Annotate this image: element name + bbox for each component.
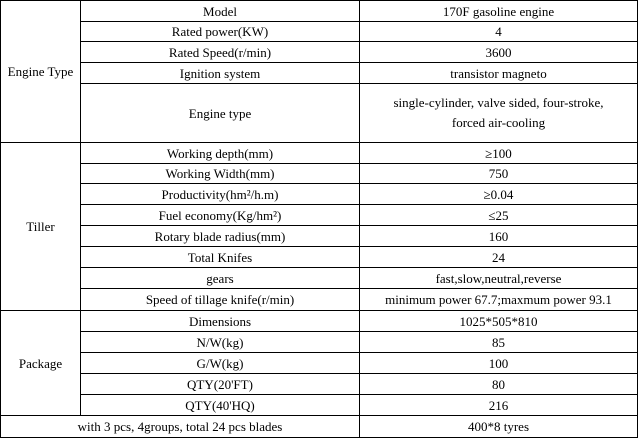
row-value-net-weight: 85 xyxy=(360,332,638,353)
row-value-total-knifes: 24 xyxy=(360,247,638,268)
row-label-knife-speed: Speed of tillage knife(r/min) xyxy=(81,289,360,311)
row-label-net-weight: N/W(kg) xyxy=(81,332,360,353)
row-value-rated-power: 4 xyxy=(360,22,638,42)
row-label-total-knifes: Total Knifes xyxy=(81,247,360,268)
table-row xyxy=(1,84,638,143)
row-value-dimensions: 1025*505*810 xyxy=(360,311,638,332)
row-label-gross-weight: G/W(kg) xyxy=(81,353,360,374)
engine-type-group-label: Engine Type xyxy=(1,1,81,143)
table-row xyxy=(1,289,638,311)
table-row xyxy=(1,22,638,42)
tiller-group-label: Tiller xyxy=(1,143,81,311)
row-value-productivity: ≥0.04 xyxy=(360,184,638,205)
row-label-qty-40hq: QTY(40'HQ) xyxy=(81,395,360,416)
row-label-qty-20ft: QTY(20'FT) xyxy=(81,374,360,395)
row-value-model: 170F gasoline engine xyxy=(360,1,638,22)
row-value-qty-40hq: 216 xyxy=(360,395,638,416)
table-row xyxy=(1,184,638,205)
table-row xyxy=(1,353,638,374)
row-value-fuel-economy: ≤25 xyxy=(360,205,638,226)
footer-value: 400*8 tyres xyxy=(360,416,638,438)
table-row xyxy=(1,416,638,438)
package-group-label: Package xyxy=(1,311,81,416)
row-value-rated-speed: 3600 xyxy=(360,42,638,63)
table-row xyxy=(1,1,638,22)
table-row xyxy=(1,395,638,416)
table-row xyxy=(1,164,638,184)
table-row xyxy=(1,42,638,63)
row-value-engine-type xyxy=(360,84,638,143)
engine-type-line-2: forced air-cooling xyxy=(451,115,546,130)
table-row xyxy=(1,143,638,164)
table-row xyxy=(1,63,638,84)
table-row xyxy=(1,226,638,247)
row-label-working-width: Working Width(mm) xyxy=(81,164,360,184)
row-label-dimensions: Dimensions xyxy=(81,311,360,332)
table-row xyxy=(1,247,638,268)
row-value-working-depth: ≥100 xyxy=(360,143,638,164)
table-row xyxy=(1,205,638,226)
row-value-knife-speed: minimum power 67.7;maxmum power 93.1 xyxy=(360,289,638,311)
row-value-rotary-blade-radius: 160 xyxy=(360,226,638,247)
table-row xyxy=(1,374,638,395)
row-label-productivity: Productivity(hm²/h.m) xyxy=(81,184,360,205)
engine-type-line-1: single-cylinder, valve sided, four-stroke, xyxy=(393,95,604,110)
row-label-gears: gears xyxy=(81,268,360,289)
table-row xyxy=(1,311,638,332)
row-label-engine-type: Engine type xyxy=(81,84,360,143)
row-value-working-width: 750 xyxy=(360,164,638,184)
row-label-ignition-system: Ignition system xyxy=(81,63,360,84)
row-label-rated-power: Rated power(KW) xyxy=(81,22,360,42)
table-row xyxy=(1,268,638,289)
table-row xyxy=(1,332,638,353)
row-label-rotary-blade-radius: Rotary blade radius(mm) xyxy=(81,226,360,247)
row-value-gears: fast,slow,neutral,reverse xyxy=(360,268,638,289)
row-value-gross-weight: 100 xyxy=(360,353,638,374)
row-value-ignition-system: transistor magneto xyxy=(360,63,638,84)
footer-label: with 3 pcs, 4groups, total 24 pcs blades xyxy=(1,416,360,438)
row-label-rated-speed: Rated Speed(r/min) xyxy=(81,42,360,63)
row-label-fuel-economy: Fuel economy(Kg/hm²) xyxy=(81,205,360,226)
row-label-working-depth: Working depth(mm) xyxy=(81,143,360,164)
row-value-qty-20ft: 80 xyxy=(360,374,638,395)
row-label-model: Model xyxy=(81,1,360,22)
